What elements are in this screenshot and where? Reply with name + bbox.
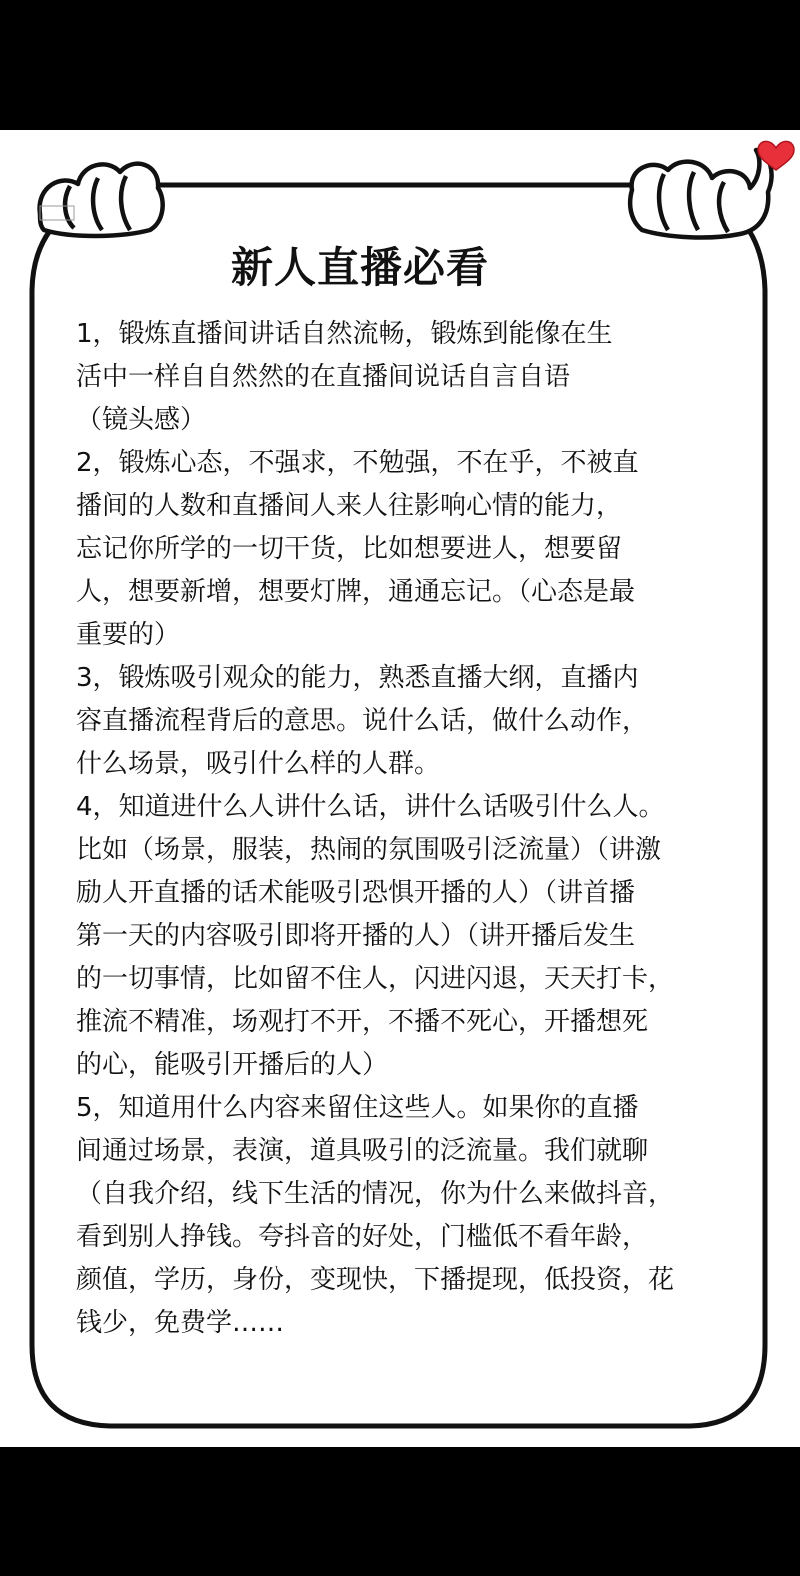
paragraph-1: 1，锻炼直播间讲话自然流畅，锻炼到能像在生 活中一样自自然然的在直播间说话自言自语 （镜头感） xyxy=(76,319,613,435)
paragraph-5: 5，知道用什么内容来留住这些人。如果你的直播 间通过场景，表演，道具吸引的泛流量。我们就聊 （自我介绍，线下生活的情况，你为什么来做抖音， 看到别人挣钱。夸抖音的好处，门槛低不看年龄， 颜值，学历，身份，变现快，下播提现，低投资，花 钱少，免费学…… xyxy=(76,1093,675,1338)
page-title: 新人直播必看 xyxy=(230,243,489,292)
paper-sheet xyxy=(0,130,800,1447)
document-body xyxy=(76,313,736,1345)
paragraph-3: 3，锻炼吸引观众的能力，熟悉直播大纲，直播内 容直播流程背后的意思。说什么话，做什么动作， 什么场景，吸引什么样的人群。 xyxy=(76,663,649,779)
paragraph-2: 2，锻炼心态，不强求，不勉强，不在乎，不被直 播间的人数和直播间人来人往影响心情的能力， 忘记你所学的一切干货，比如想要进人，想要留 人，想要新增，想要灯牌，通通忘记。（心态是最 重要的） xyxy=(76,448,639,650)
hand-left-icon xyxy=(40,164,163,236)
paragraph-4: 4，知道进什么人讲什么话，讲什么话吸引什么人。 比如（场景，服装，热闹的氛围吸引泛流量）（讲激 励人开直播的话术能吸引恐惧开播的人）（讲首播 第一天的内容吸引即将开播的人）（讲开播后发生 的一切事情，比如留不住人，闪进闪退，天天打卡， 推流不精准，场观打不开，不播不死心，开播想死 的心，能吸引开播后的人） xyxy=(76,792,675,1080)
hand-right-icon xyxy=(630,150,771,237)
